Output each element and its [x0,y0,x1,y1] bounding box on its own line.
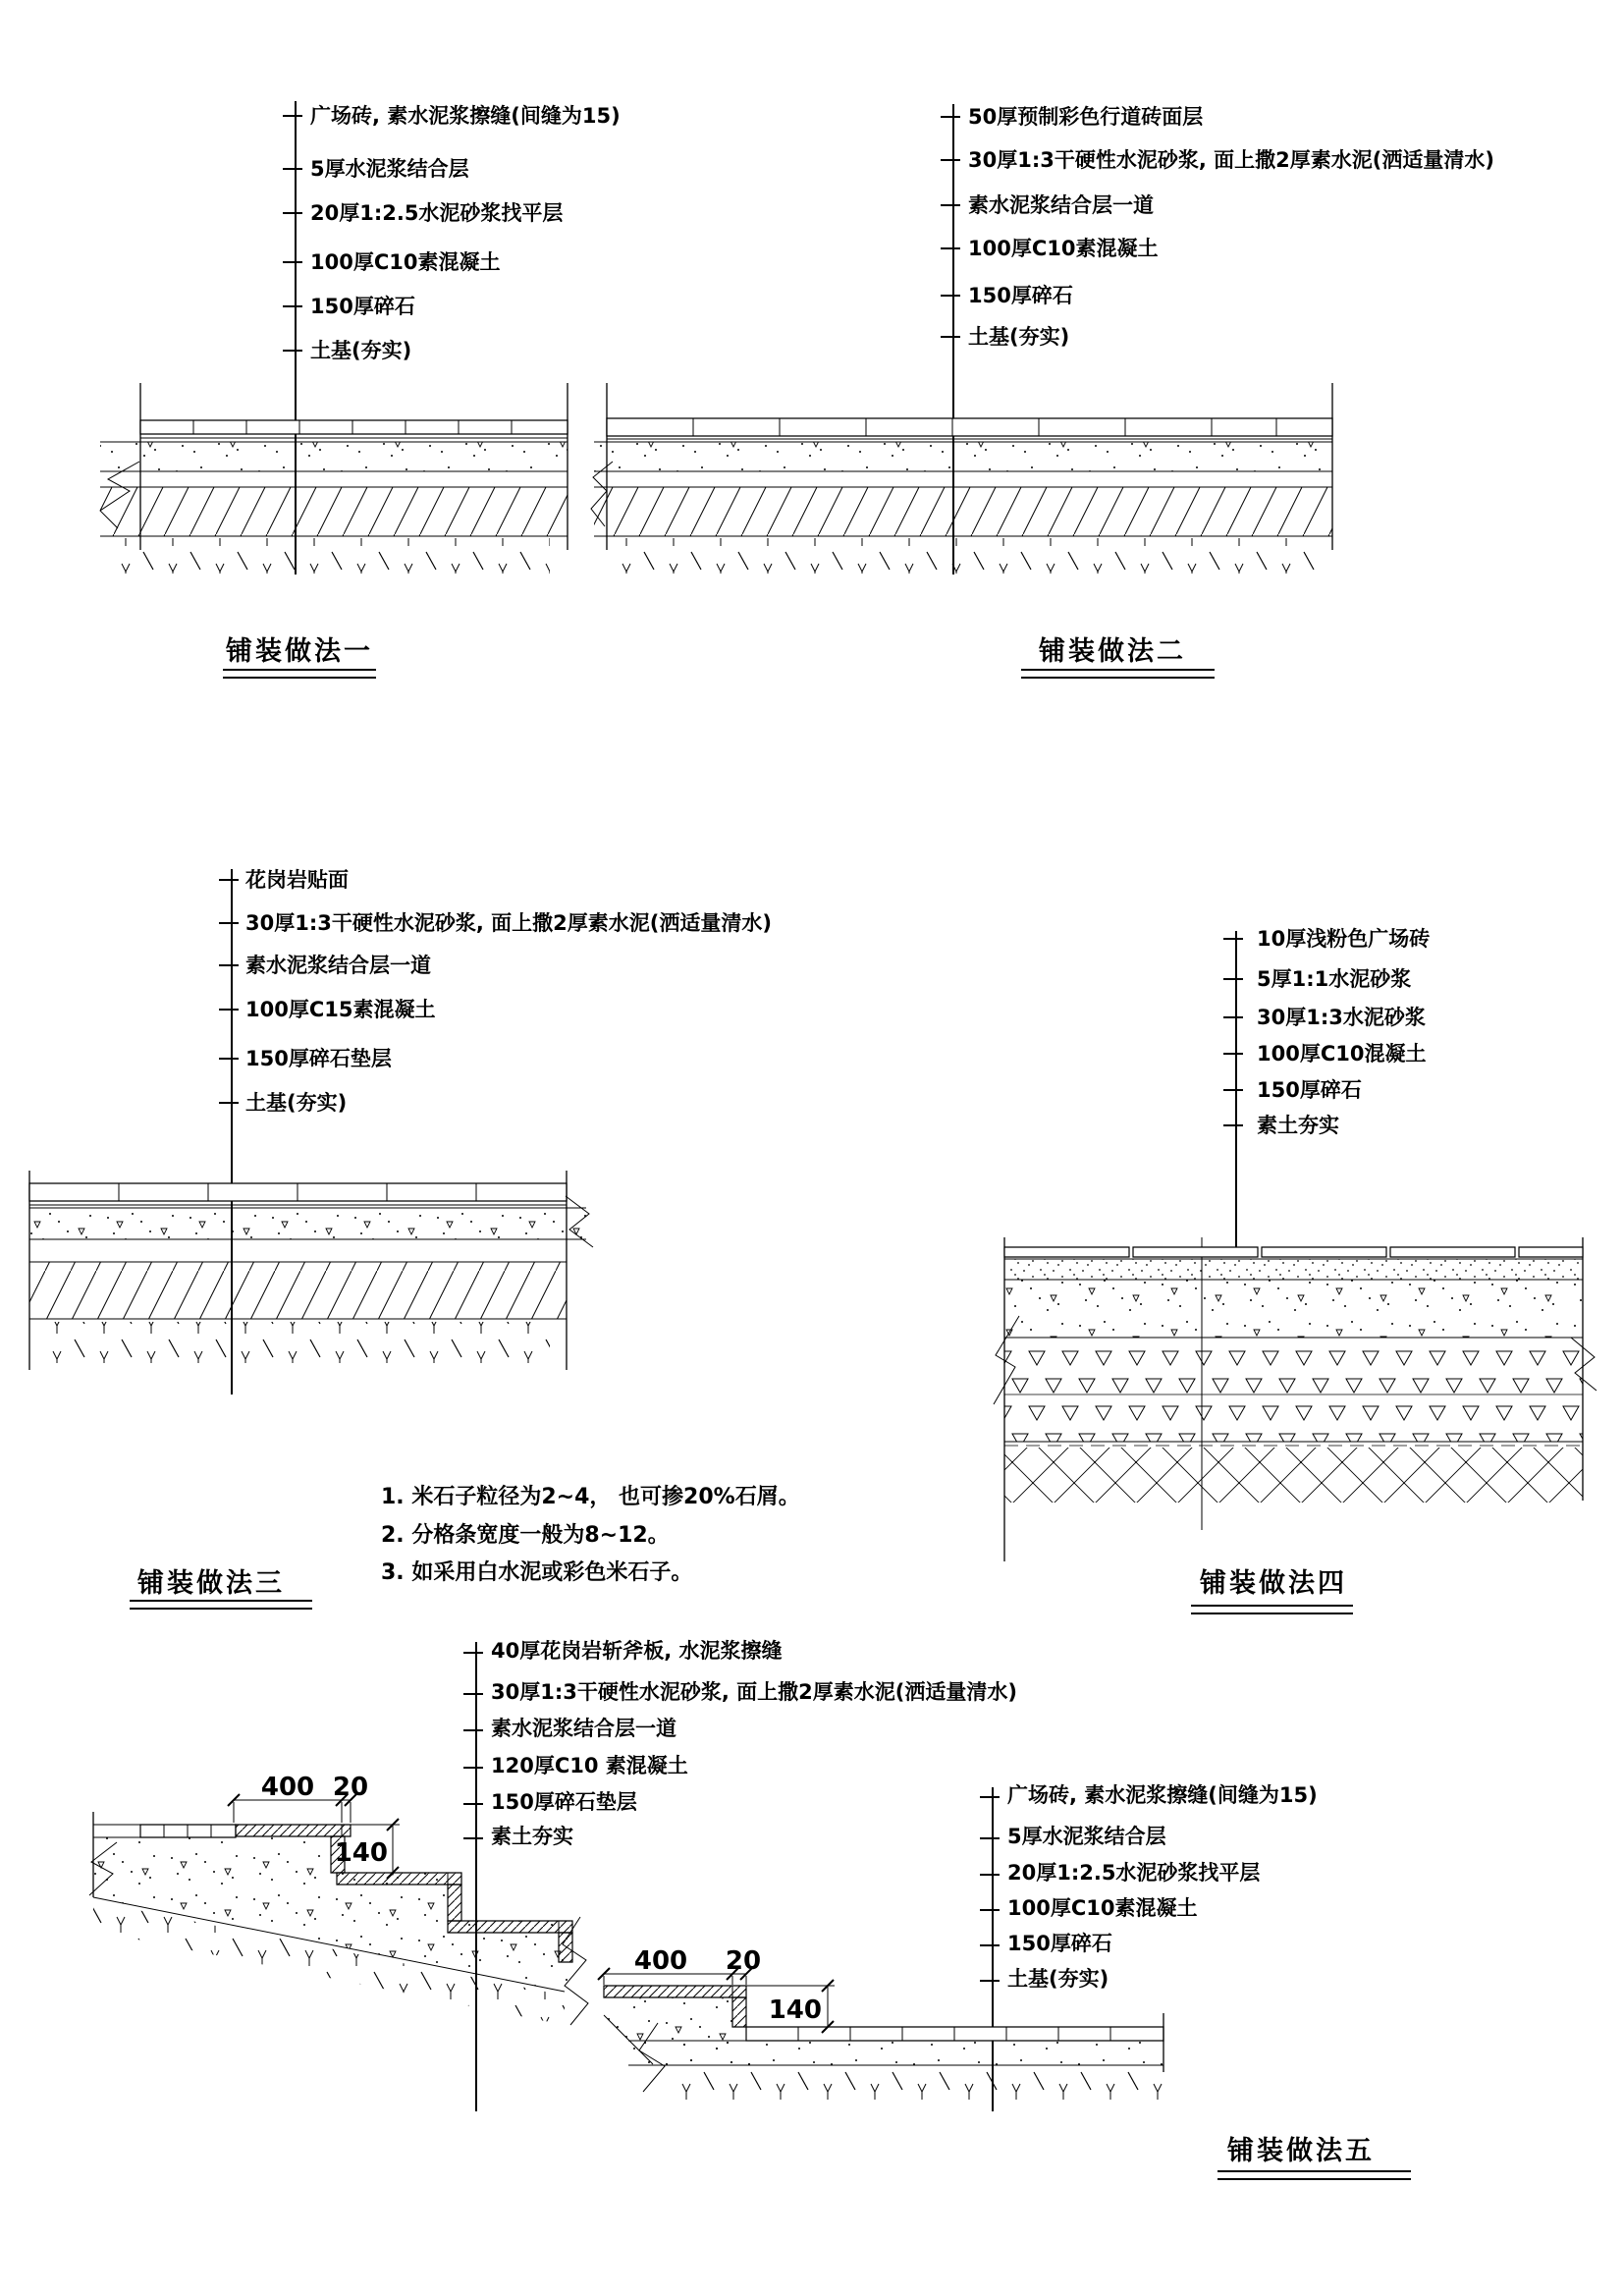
layer-label: 5厚1:1水泥砂浆 [1257,967,1412,991]
note-row: 3. 如采用白水泥或彩色米石子。 [381,1560,693,1585]
layer-label: 土基(夯实) [310,339,412,362]
gravel-layer [29,1262,567,1319]
layer-label: 20厚1:2.5水泥砂浆找平层 [1007,1861,1261,1885]
dim-label: 400 [260,1773,315,1802]
title-underline [130,1608,312,1610]
layer-label: 素水泥浆结合层一道 [491,1717,676,1740]
layer-label: 素水泥浆结合层一道 [968,193,1154,217]
layer-label: 素土夯实 [491,1825,573,1848]
layer-label: 150厚碎石 [1007,1932,1112,1955]
leader-tick [219,922,239,924]
layer-label: 30厚1:3干硬性水泥砂浆, 面上撒2厚素水泥(洒适量清水) [245,911,772,935]
leader-tick [283,261,302,263]
layer-label: 素水泥浆结合层一道 [245,954,431,977]
layer-label: 150厚碎石 [310,295,415,318]
leader-tick [219,1058,239,1060]
layer-label: 土基(夯实) [1007,1967,1109,1991]
soil-layer [1004,1448,1583,1503]
layer-label: 10厚浅粉色广场砖 [1257,927,1431,951]
leader-tick [283,350,302,352]
title-underline [223,677,376,679]
title-underline [1217,2178,1411,2180]
layer-label: 30厚1:3干硬性水泥砂浆, 面上撒2厚素水泥(洒适量清水) [491,1680,1017,1704]
stair-section-drawing [83,1768,1183,2180]
leader-tick [941,295,960,297]
brick-layer [140,1825,236,1837]
leader-tick [463,1652,483,1654]
note-row: 1. 米石子粒径为2~4， 也可掺20%石屑。 [381,1485,800,1509]
leader-tick [1223,1016,1243,1018]
layer-label: 广场砖, 素水泥浆擦缝(间缝为15) [310,104,621,128]
mortar-layer [1004,1259,1583,1280]
leader-tick [283,115,302,117]
soil-layer [47,1322,550,1363]
layer-label: 100厚C10素混凝土 [310,250,501,274]
dim-label: 20 [725,1946,762,1976]
leader-tick [941,159,960,161]
dim-label: 20 [332,1773,369,1802]
layer-label: 花岗岩贴面 [245,868,349,892]
leader-tick [1223,978,1243,980]
section-two-drawing [589,381,1350,587]
gravel-layer [1004,1345,1583,1446]
dim-label: 400 [633,1946,688,1976]
title-underline [1191,1605,1353,1607]
layer-label: 40厚花岗岩斩斧板, 水泥浆擦缝 [491,1639,783,1663]
concrete-layer [594,442,1332,471]
brick-layer [29,1183,567,1201]
leader-tick [219,964,239,966]
layer-label: 30厚1:3干硬性水泥砂浆, 面上撒2厚素水泥(洒适量清水) [968,148,1494,172]
concrete-layer [1004,1280,1583,1338]
leader-tick [941,116,960,118]
layer-label: 100厚C10素混凝土 [1007,1896,1198,1920]
brick-layer [746,2027,1163,2041]
brick-layer [1004,1247,1583,1257]
layer-label: 100厚C10素混凝土 [968,237,1159,260]
note-row: 2. 分格条宽度一般为8~12。 [381,1523,670,1548]
detail-title: 铺装做法四 [1200,1568,1347,1599]
concrete-layer [628,2041,1163,2065]
layer-label: 150厚碎石垫层 [245,1047,392,1070]
leader-tick [1223,1124,1243,1126]
leader-tick [283,212,302,214]
leader-tick [1223,1089,1243,1091]
layer-label: 100厚C15素混凝土 [245,998,436,1021]
gravel-layer [594,487,1332,536]
dim-label: 140 [334,1838,388,1868]
leader-tick [941,336,960,338]
layer-label: 100厚C10混凝土 [1257,1042,1427,1066]
detail-title: 铺装做法一 [226,636,373,667]
leader-tick [283,168,302,170]
brick-layer [140,420,568,434]
title-underline [1021,669,1215,671]
soil-layer [668,2068,1163,2104]
title-underline [1191,1613,1353,1614]
layer-label: 150厚碎石 [968,284,1073,307]
title-underline [223,669,376,671]
title-underline [130,1600,312,1602]
layer-label: 5厚水泥浆结合层 [1007,1825,1166,1848]
layer-label: 广场砖, 素水泥浆擦缝(间缝为15) [1007,1783,1318,1807]
leader-tick [219,879,239,881]
section-four-drawing [992,1235,1610,1579]
layer-label: 120厚C10 素混凝土 [491,1754,688,1777]
detail-title: 铺装做法三 [137,1568,285,1599]
leader-tick [941,247,960,249]
layer-label: 150厚碎石 [1257,1078,1362,1102]
layer-label: 5厚水泥浆结合层 [310,157,469,181]
layer-label: 20厚1:2.5水泥砂浆找平层 [310,201,564,225]
section-one-drawing [88,381,579,587]
section-three-drawing [20,1169,609,1404]
leader-tick [219,1102,239,1104]
leader-tick [1223,938,1243,940]
layer-label: 50厚预制彩色行道砖面层 [968,105,1204,129]
detail-title: 铺装做法二 [1039,636,1186,667]
layer-label: 150厚碎石垫层 [491,1790,637,1814]
brick-layer [607,418,1332,436]
layer-label: 土基(夯实) [968,325,1070,349]
gravel-layer [100,487,568,536]
layer-label: 素土夯实 [1257,1114,1339,1137]
layer-label: 30厚1:3水泥砂浆 [1257,1006,1426,1029]
concrete-layer [29,1208,586,1239]
dim-label: 140 [768,1995,822,2025]
soil-layer [614,538,1316,574]
title-underline [1217,2170,1411,2172]
title-underline [1021,677,1215,679]
leader-tick [463,1693,483,1695]
detail-title: 铺装做法五 [1227,2136,1375,2166]
leader-tick [463,1729,483,1731]
leader-tick [941,204,960,206]
soil-layer [118,538,550,574]
leader-tick [219,1009,239,1011]
leader-tick [1223,1053,1243,1055]
concrete-layer [100,442,568,471]
layer-label: 土基(夯实) [245,1091,348,1115]
leader-tick [283,305,302,307]
